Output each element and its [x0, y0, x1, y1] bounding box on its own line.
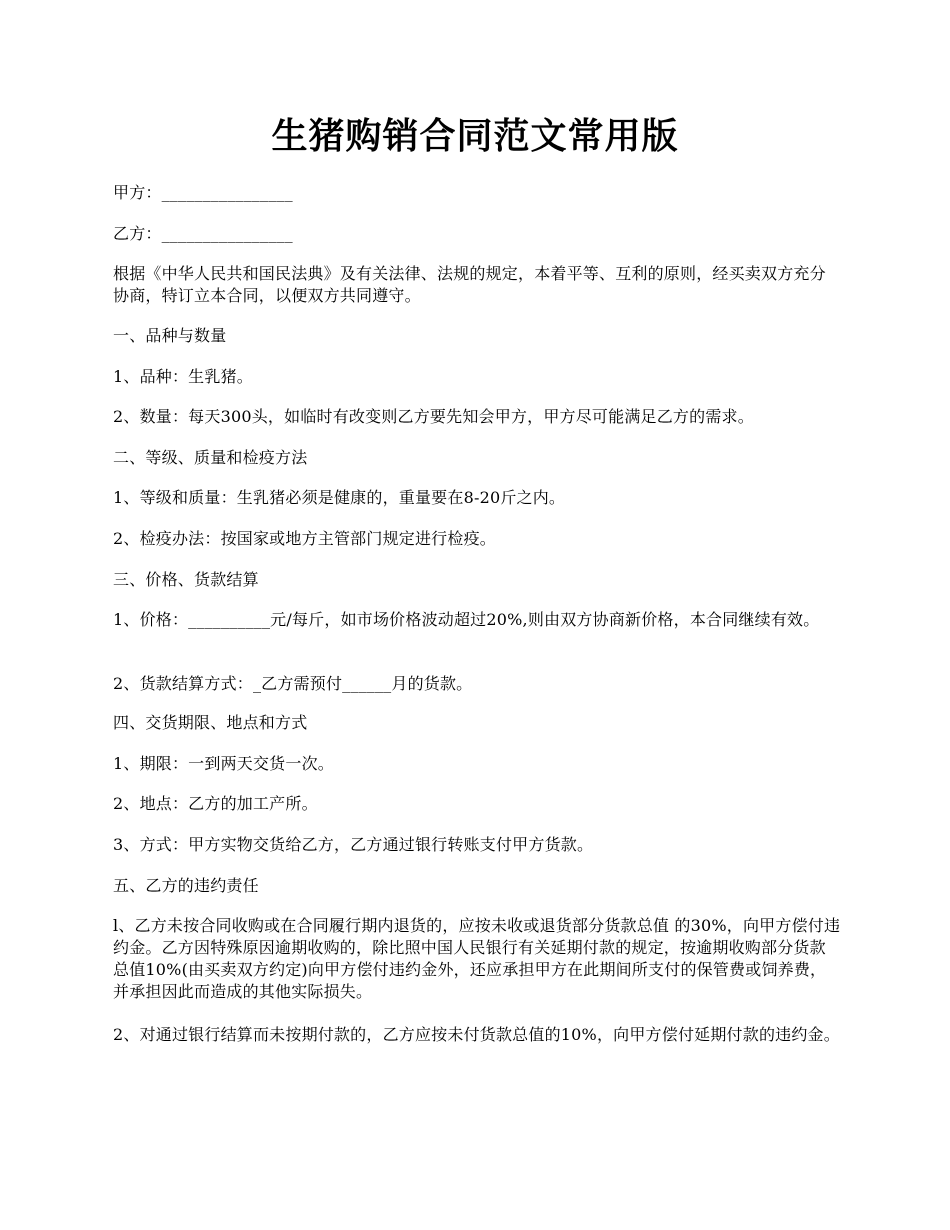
document-title: 生猪购销合同范文常用版: [271, 115, 679, 157]
clause-delivery-method: 3、方式：甲方实物交货给乙方，乙方通过银行转账支付甲方货款。: [113, 835, 594, 854]
section-heading-quality: 二、等级、质量和检疫方法: [113, 448, 308, 467]
preamble-paragraph: 根据《中华人民共和国民法典》及有关法律、法规的规定，本着平等、互利的原则，经买卖双方充分协商，特订立本合同，以便双方共同遵守。: [113, 264, 826, 305]
clause-liability-1: l、乙方未按合同收购或在合同履行期内退货的，应按未收或退货部分货款总值 的30%，向甲方偿付违约金。乙方因特殊原因逾期收购的，除比照中国人民银行有关延期付款的规定，按逾期收购部分货款总值10%(由买卖双方约定)向甲方偿付违约金外，还应承担甲方在此期间所支付的保管费或饲养费，并承担因此而造成的其他实际损失。: [113, 916, 841, 1001]
clause-delivery-location: 2、地点：乙方的加工产所。: [113, 794, 318, 813]
clause-inspection: 2、检疫办法：按国家或地方主管部门规定进行检疫。: [113, 529, 496, 548]
clause-price: 1、价格：__________元/每斤，如市场价格波动超过20%,则由双方协商新价格，本合同继续有效。: [113, 610, 820, 629]
clause-variety: 1、品种：生乳猪。: [113, 367, 253, 386]
section-heading-price: 三、价格、货款结算: [113, 570, 259, 589]
clause-settlement: 2、货款结算方式：_乙方需预付______月的货款。: [113, 674, 473, 693]
clause-liability-2: 2、对通过银行结算而未按期付款的，乙方应按未付货款总值的10%，向甲方偿付延期付款的违约金。: [113, 1025, 840, 1044]
clause-quantity: 2、数量：每天300头，如临时有改变则乙方要先知会甲方，甲方尽可能满足乙方的需求。: [113, 407, 754, 426]
section-heading-variety: 一、品种与数量: [113, 326, 227, 345]
party-a-line: 甲方：________________: [113, 183, 293, 202]
section-heading-delivery: 四、交货期限、地点和方式: [113, 713, 308, 732]
section-heading-liability: 五、乙方的违约责任: [113, 876, 259, 895]
party-b-line: 乙方：________________: [113, 224, 293, 243]
clause-grade-quality: 1、等级和质量：生乳猪必须是健康的，重量要在8-20斤之内。: [113, 488, 566, 507]
clause-delivery-period: 1、期限：一到两天交货一次。: [113, 754, 334, 773]
